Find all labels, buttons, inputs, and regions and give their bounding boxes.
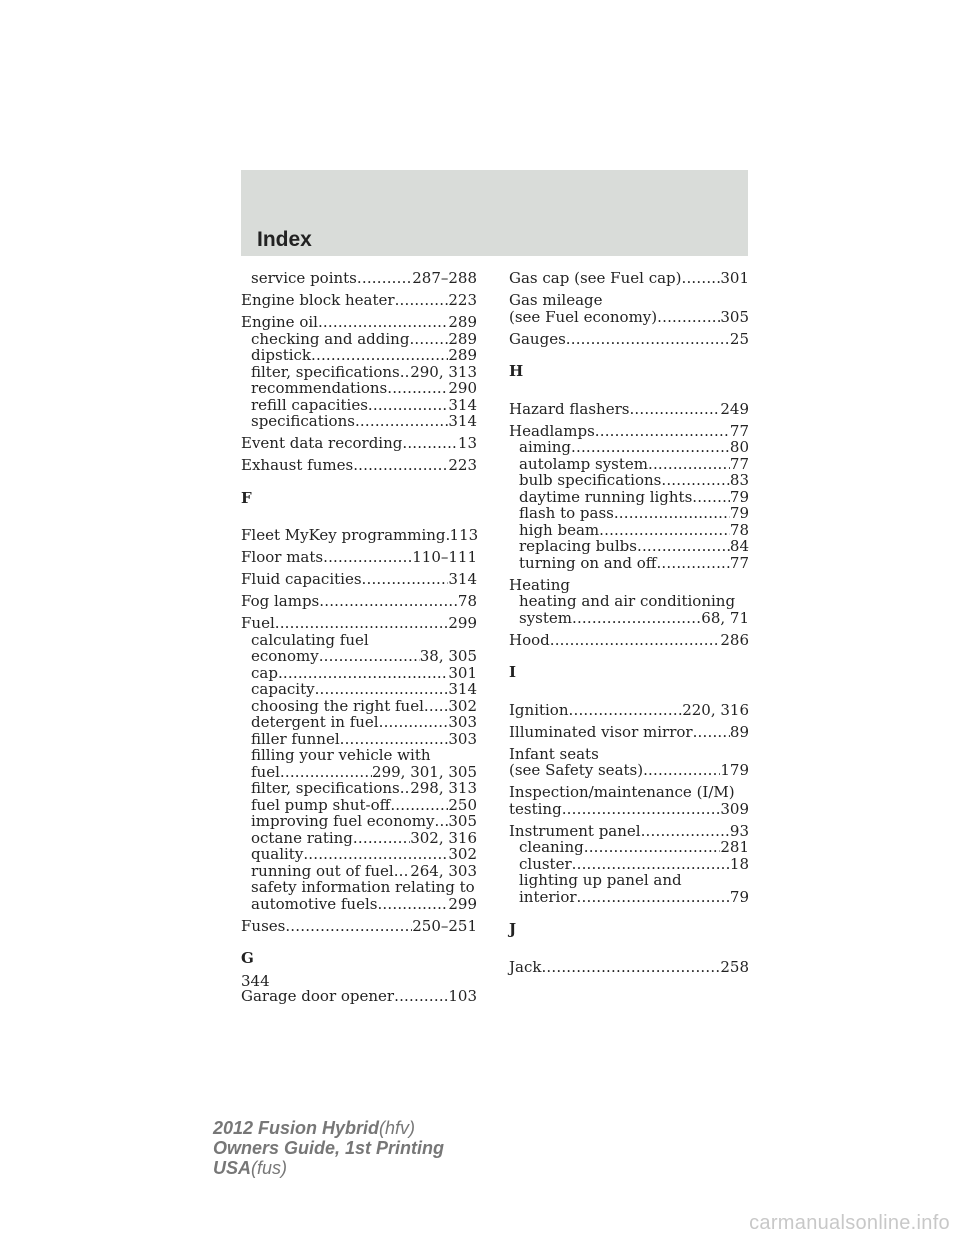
index-term: Illuminated visor mirror: [509, 722, 693, 741]
dot-leader: [318, 314, 448, 331]
index-entry-line: [509, 309, 749, 326]
index-entry: [241, 270, 477, 287]
index-term: safety information relating to: [251, 878, 475, 896]
index-entry: [241, 457, 477, 474]
index-term: turning on and off: [519, 553, 657, 572]
index-entry: [509, 292, 749, 325]
index-entry-line: [241, 314, 477, 331]
page-reference: 110–111: [412, 548, 477, 566]
index-term: flash to pass: [519, 504, 614, 522]
index-entry: [241, 615, 477, 912]
dot-leader: [315, 681, 449, 698]
index-term: replacing bulbs: [519, 537, 637, 555]
dot-leader: [368, 397, 448, 414]
index-entry: [241, 435, 477, 452]
index-term: running out of fuel: [251, 861, 394, 880]
dot-leader: [400, 780, 410, 797]
index-subentry-line: [509, 522, 749, 539]
index-term: bulb specifications: [519, 471, 662, 489]
index-entry-line: [241, 593, 477, 610]
index-subentry-line: [241, 681, 477, 698]
page-reference: 289: [448, 329, 477, 348]
dot-leader: [357, 270, 412, 287]
dot-leader: [569, 702, 683, 719]
index-entry-line: [241, 988, 477, 1005]
dot-leader: [285, 918, 412, 935]
index-term: Gas cap (see Fuel cap): [509, 269, 682, 287]
index-subentry-line: [509, 456, 749, 473]
page-reference: 89: [729, 722, 749, 741]
index-entry: [509, 577, 749, 627]
dot-leader: [390, 797, 448, 814]
index-subentry-line: [509, 505, 749, 522]
page-reference: 79: [729, 887, 749, 906]
dot-leader: [571, 439, 730, 456]
index-subentry-line: [241, 364, 477, 381]
page-reference: 314: [448, 412, 477, 430]
index-term: Fog lamps: [241, 592, 320, 610]
index-term: aiming: [519, 438, 572, 456]
page-reference: 301: [720, 269, 749, 287]
page-reference: 25: [729, 329, 749, 348]
index-entry: [509, 823, 749, 906]
page-reference: 68, 71: [701, 608, 749, 627]
index-subentry-line: [241, 714, 477, 731]
page-reference: 299: [448, 614, 477, 632]
index-subentry-line: [241, 863, 477, 880]
index-term: fuel: [251, 762, 280, 781]
dot-leader: [395, 292, 449, 309]
index-term: recommendations: [251, 379, 388, 397]
index-subentry-line: [241, 896, 477, 913]
index-section-letter: J: [509, 920, 517, 938]
page-reference: 309: [720, 799, 749, 818]
page-reference: 301: [448, 663, 477, 682]
index-section-letter: I: [509, 663, 517, 681]
index-entry-line: [241, 527, 477, 544]
page-reference: 223: [448, 456, 477, 474]
page-reference: 77: [729, 553, 749, 572]
dot-leader: [656, 555, 729, 572]
index-term: Engine block heater: [241, 291, 395, 309]
watermark: carmanualsonline.info: [749, 1212, 950, 1234]
page-reference: 314: [448, 570, 477, 588]
index-entry-line: [509, 784, 749, 801]
index-entry-line: [241, 457, 477, 474]
index-entry: [241, 292, 477, 309]
dot-leader: [323, 549, 412, 566]
page-reference: 78: [729, 520, 749, 539]
index-term: service points: [251, 269, 357, 287]
page-reference: 305: [448, 812, 477, 830]
index-term: Fuses: [241, 916, 286, 935]
page-reference: 38, 305: [419, 647, 477, 665]
index-entry-line: [241, 549, 477, 566]
index-term: high beam: [519, 520, 600, 539]
index-entry-line: [509, 702, 749, 719]
index-entry-line: [509, 823, 749, 840]
index-subentry-line: [241, 747, 477, 764]
page-reference: 290, 313: [410, 362, 477, 381]
dot-leader: [541, 959, 720, 976]
page-reference: 78: [457, 592, 477, 610]
page-reference: 287–288: [412, 269, 477, 287]
index-subentry-line: [241, 780, 477, 797]
index-term: Gauges: [509, 329, 566, 348]
index-term: autolamp system: [519, 454, 648, 473]
index-subentry-line: [241, 397, 477, 414]
index-entry: [509, 331, 749, 348]
index-term: Heating: [509, 575, 570, 594]
page-reference: 303: [448, 713, 477, 731]
index-term: (see Fuel economy): [509, 307, 658, 326]
index-subentry-line: [509, 610, 749, 627]
footer-model: 2012 Fusion Hybrid: [213, 1118, 380, 1138]
index-entry: [241, 918, 477, 935]
index-term: automotive fuels: [251, 894, 378, 913]
index-entry-line: [509, 746, 749, 763]
index-subentry-line: [241, 879, 477, 896]
dot-leader: [353, 830, 410, 847]
index-term: cap: [251, 663, 278, 682]
index-entry: [241, 527, 477, 544]
index-term: Engine oil: [241, 313, 318, 331]
index-term: filling your vehicle with: [251, 746, 431, 764]
page-reference: 290: [448, 379, 477, 397]
index-subentry-line: [509, 439, 749, 456]
index-section-letter: H: [509, 362, 524, 380]
index-term: Hazard flashers: [509, 399, 630, 418]
index-entry-line: [241, 918, 477, 935]
page-number: 344: [241, 972, 270, 990]
index-term: Floor mats: [241, 548, 324, 566]
index-entry-line: [509, 270, 749, 287]
index-subentry-line: [241, 380, 477, 397]
index-subentry-line: [241, 846, 477, 863]
index-term: choosing the right fuel: [251, 696, 424, 715]
index-entry-line: [509, 762, 749, 779]
index-term: quality: [251, 845, 304, 863]
page-reference: 79: [729, 504, 749, 522]
index-term: dipstick: [251, 346, 312, 364]
index-section-letter: F: [241, 488, 252, 507]
dot-leader: [394, 988, 448, 1005]
index-term: detergent in fuel: [251, 713, 379, 731]
page-reference: 250: [448, 795, 477, 814]
dot-leader: [275, 615, 449, 632]
index-term: interior: [519, 887, 577, 906]
index-term: lighting up panel and: [519, 871, 682, 889]
footer-edition-info: [213, 1118, 444, 1178]
index-subentry-line: [241, 698, 477, 715]
page-reference: 305: [720, 307, 749, 326]
index-entry: [509, 632, 749, 649]
page-reference: 286: [720, 630, 749, 649]
index-entry: [509, 746, 749, 779]
page-reference: 77: [729, 421, 749, 440]
dot-leader: [400, 364, 410, 381]
page-reference: 264, 303: [410, 861, 477, 880]
dot-leader: [319, 593, 458, 610]
index-subentry-line: [241, 830, 477, 847]
page-reference: 84: [729, 537, 749, 555]
index-entry: [241, 593, 477, 610]
index-term: filter, specifications: [251, 779, 400, 797]
index-subentry-line: [509, 593, 749, 610]
dot-leader: [572, 856, 730, 873]
index-term: Headlamps: [509, 421, 595, 440]
dot-leader: [379, 714, 449, 731]
index-term: Fuel: [241, 614, 275, 632]
page-reference: 13: [457, 434, 477, 452]
page-reference: 281: [720, 838, 749, 856]
index-subentry-line: [509, 889, 749, 906]
index-column-right: [509, 270, 749, 981]
footer-line-2: Owners Guide, 1st Printing: [213, 1138, 445, 1158]
index-entry: [241, 988, 477, 1005]
index-term: Garage door opener: [241, 986, 395, 1005]
index-term: calculating fuel: [251, 630, 369, 649]
page-reference: 302: [448, 845, 477, 863]
index-term: Gas mileage: [509, 291, 603, 309]
page-reference: 77: [729, 454, 749, 473]
page-reference: 299: [448, 894, 477, 913]
page-reference: 258: [720, 957, 749, 976]
page-reference: 79: [729, 487, 749, 506]
dot-leader: [641, 823, 730, 840]
index-section-letter: G: [241, 949, 254, 967]
dot-leader: [394, 863, 410, 880]
index-term: daytime running lights: [519, 487, 693, 506]
index-subentry-line: [241, 731, 477, 748]
index-term: octane rating: [251, 828, 353, 847]
page-reference: 80: [729, 438, 749, 456]
index-term: Inspection/maintenance (I/M): [509, 783, 735, 801]
dot-leader: [353, 457, 448, 474]
dot-leader: [303, 846, 448, 863]
index-entry-line: [509, 724, 749, 741]
index-entry-line: [509, 801, 749, 818]
page-reference: 83: [729, 471, 749, 489]
page-reference: 223: [448, 291, 477, 309]
index-term: fuel pump shut-off: [251, 795, 391, 814]
page-reference: 289: [448, 346, 477, 364]
footer-line-1: [213, 1118, 444, 1138]
footer-market: USA: [213, 1158, 252, 1178]
index-subentry-line: [241, 797, 477, 814]
dot-leader: [409, 331, 448, 348]
index-subentry-line: [241, 331, 477, 348]
index-subentry-line: [509, 555, 749, 572]
index-subentry-line: [241, 648, 477, 665]
index-term: testing: [509, 799, 562, 818]
index-entry-line: [509, 292, 749, 309]
index-subentry-line: [509, 839, 749, 856]
dot-leader: [572, 610, 701, 627]
section-header-bar: [241, 170, 748, 256]
index-entry: [509, 724, 749, 741]
dot-leader: [595, 423, 730, 440]
dot-leader: [629, 401, 720, 418]
index-term: filler funnel: [251, 729, 340, 748]
dot-leader: [648, 456, 730, 473]
page-reference: 314: [448, 395, 477, 414]
index-subentry-line: [241, 270, 477, 287]
index-entry-line: [509, 577, 749, 594]
dot-leader: [562, 801, 721, 818]
index-subentry-line: [241, 347, 477, 364]
index-entry: [509, 784, 749, 817]
page-reference: 303: [448, 729, 477, 748]
index-entry: [509, 270, 749, 287]
section-title: Index: [257, 228, 312, 251]
dot-leader: [566, 331, 730, 348]
index-term: cleaning: [519, 838, 584, 856]
index-term: cluster: [519, 854, 572, 873]
index-term: checking and adding: [251, 329, 410, 348]
index-term: system: [519, 608, 572, 627]
dot-leader: [340, 731, 449, 748]
dot-leader: [692, 489, 730, 506]
index-term: filter, specifications: [251, 362, 400, 381]
index-subentry-line: [509, 856, 749, 873]
index-entry: [509, 959, 749, 976]
index-entry-line: [509, 331, 749, 348]
index-entry: [509, 702, 749, 719]
dot-leader: [550, 632, 721, 649]
page-reference: 314: [448, 680, 477, 698]
index-term: (see Safety seats): [509, 761, 644, 779]
index-subentry-line: [241, 764, 477, 781]
dot-leader: [661, 472, 730, 489]
index-entry: [241, 549, 477, 566]
dot-leader: [643, 762, 720, 779]
dot-leader: [311, 347, 448, 364]
page-reference: 18: [729, 854, 749, 873]
index-entry: [509, 423, 749, 572]
index-subentry-line: [241, 813, 477, 830]
index-term: Jack: [509, 957, 542, 976]
index-term: Fleet MyKey programming: [241, 526, 446, 544]
page-reference: 249: [720, 399, 749, 418]
page-reference: 179: [720, 761, 749, 779]
index-term: Ignition: [509, 700, 569, 719]
dot-leader: [614, 505, 730, 522]
index-entry-line: [509, 423, 749, 440]
index-subentry-line: [241, 413, 477, 430]
dot-leader: [637, 538, 730, 555]
index-subentry-line: [509, 538, 749, 555]
index-term: Fluid capacities: [241, 570, 362, 588]
index-entry-line: [241, 292, 477, 309]
index-term: economy: [251, 647, 319, 665]
page-reference: 113: [449, 526, 479, 544]
page-reference: 93: [729, 821, 749, 840]
dot-leader: [355, 413, 448, 430]
page-reference: 299, 301, 305: [372, 762, 477, 781]
dot-leader: [280, 764, 372, 781]
page-reference: 302: [448, 696, 477, 715]
footer-model-code: (hfv): [379, 1118, 416, 1138]
dot-leader: [682, 270, 721, 287]
dot-leader: [402, 435, 458, 452]
dot-leader: [657, 309, 720, 326]
index-column-left: [241, 270, 477, 1010]
index-subentry-line: [241, 665, 477, 682]
index-entry: [509, 401, 749, 418]
dot-leader: [599, 522, 730, 539]
index-entry: [241, 314, 477, 430]
page-reference: 298, 313: [410, 779, 477, 797]
page-reference: 220, 316: [682, 700, 749, 719]
dot-leader: [362, 571, 449, 588]
index-entry: [241, 571, 477, 588]
page-reference: 302, 316: [410, 828, 477, 847]
page-reference: 250–251: [412, 916, 477, 935]
dot-leader: [584, 839, 721, 856]
index-term: refill capacities: [251, 395, 368, 414]
index-entry-line: [241, 435, 477, 452]
dot-leader: [434, 813, 448, 830]
index-term: Exhaust fumes: [241, 456, 354, 474]
dot-leader: [424, 698, 448, 715]
index-term: Event data recording: [241, 434, 403, 452]
index-term: Infant seats: [509, 744, 599, 763]
dot-leader: [319, 648, 420, 665]
footer-market-code: (fus): [251, 1158, 288, 1178]
page-reference: 289: [448, 313, 477, 331]
index-entry-line: [509, 401, 749, 418]
index-entry-line: [509, 959, 749, 976]
index-term: heating and air conditioning: [519, 592, 736, 610]
index-entry-line: [241, 571, 477, 588]
index-term: capacity: [251, 680, 315, 698]
index-subentry-line: [509, 489, 749, 506]
index-term: Instrument panel: [509, 821, 641, 840]
index-subentry-line: [509, 872, 749, 889]
dot-leader: [577, 889, 730, 906]
index-subentry-line: [241, 632, 477, 649]
dot-leader: [387, 380, 448, 397]
page-reference: 103: [448, 986, 477, 1005]
index-subentry-line: [509, 472, 749, 489]
index-term: improving fuel economy: [251, 812, 435, 830]
dot-leader: [693, 724, 730, 741]
dot-leader: [278, 665, 448, 682]
index-entry-line: [241, 615, 477, 632]
index-term: specifications: [251, 412, 355, 430]
index-term: Hood: [509, 630, 550, 649]
index-entry-line: [509, 632, 749, 649]
dot-leader: [377, 896, 448, 913]
footer-line-3: [213, 1158, 444, 1178]
